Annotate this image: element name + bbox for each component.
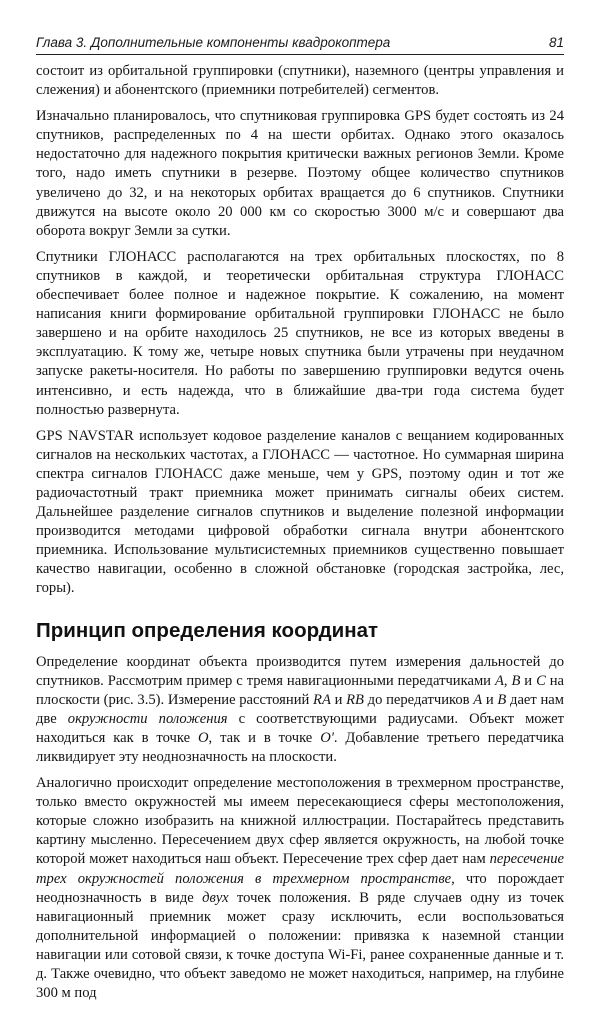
chapter-title: Глава 3. Дополнительные компоненты квадрокоптера (36, 35, 391, 50)
paragraph-coordinates: Определение координат объекта производится путем измерения дальностей до спутников. Рассмотрим пример с тремя навигационными передатчиками A, B и C на плоскости (рис. 3.5). Измерение расстояний RA и RB до передатчиков A и B дает нам две окружности положения с соответствующими радиусами. Объект может находиться как в точке O, так и в точке O'. Добавление третьего передатчика ликвидирует эту неоднозначность на плоскости. (36, 653, 565, 765)
paragraph-gps-constellation: Изначально планировалось, что спутниковая группировка GPS будет состоять из 24 спутников, распределенных по 4 на шести орбитах. Однако этого оказалось недостаточно для надежного покрытия критически важных регионов Земли. Кроме того, надо иметь спутники в резерве. Поэтому общее количество спутников увеличено до 32, и на некоторых орбитах вращается до 6 спутников. Спутники движутся на высоте около 20 000 км со скоростью 3000 м/с и совершают два оборота вокруг Земли за сутки. (36, 108, 564, 239)
section-heading: Принцип определения координат (36, 618, 379, 642)
paragraph-glonass: Спутники ГЛОНАСС располагаются на трех орбитальных плоскостях, по 8 спутников в каждой, и теоретически орбитальная структура ГЛОНАСС обеспечивает более полное и надежное покрытие. К сожалению, на момент написания книги формирование орбитальной группировки ГЛОНАСС не было завершено и на орбите находилось 25 спутников, не все из которых введены в эксплуатацию. К тому же, четыре новых спутника были утрачены при неудачном запуске ракеты-носителя. Но работы по завершению группировки ведутся очень интенсивно, и есть надежда, что в ближайшие два-три года система будет полностью развернута. (36, 248, 564, 418)
paragraph-3d-positioning: Аналогично происходит определение местоположения в трехмерном пространстве, только вместо окружностей мы имеем пересекающиеся сферы местоположения, которые сложно изобразить на книжной иллюстрации. Постарайтесь представить картину мысленно. Пересечением двух сфер является окружность, на любой точке которой может находиться наш объект. Пересечение трех сфер дает нам пересечение трех окружностей положения в трехмерном пространстве, что порождает неоднозначность в виде двух точек положения. В ряде случаев одну из точек навигационный приемник может сразу исключить, если воспользоваться дополнительной информацией о положении: привязка к наземной станции навигации или сотовой связи, к точке доступа Wi-Fi, ранее сохраненные данные и т. д. Также очевидно, что объект заведомо не может находиться, например, на глубине 300 м под (36, 775, 564, 1002)
page-number: 81 (548, 35, 564, 50)
paragraph-signal-division: GPS NAVSTAR использует кодовое разделение каналов с вещанием кодированных сигналов на нескольких частотах, а ГЛОНАСС — частотное. Но суммарная ширина спектра сигналов ГЛОНАСС даже меньше, чем у GPS, поэтому один и тот же радиочастотный тракт приемника может принимать сигналы обеих систем. Дальнейшее разделение сигналов спутников и выделение полезной информации производится методами цифровой обработки сигнала внутри абонентского приемника. Использование мультисистемных приемников существенно повышает качество навигации, особенно в сложной обстановке (городская застройка, лес, горы). (36, 427, 564, 597)
paragraph-segments: состоит из орбитальной группировки (спутники), наземного (центры управления и слежения) и абонентского (приемники потребителей) сегментов. (36, 63, 564, 99)
body-text (36, 62, 564, 1010)
running-header (36, 32, 564, 55)
